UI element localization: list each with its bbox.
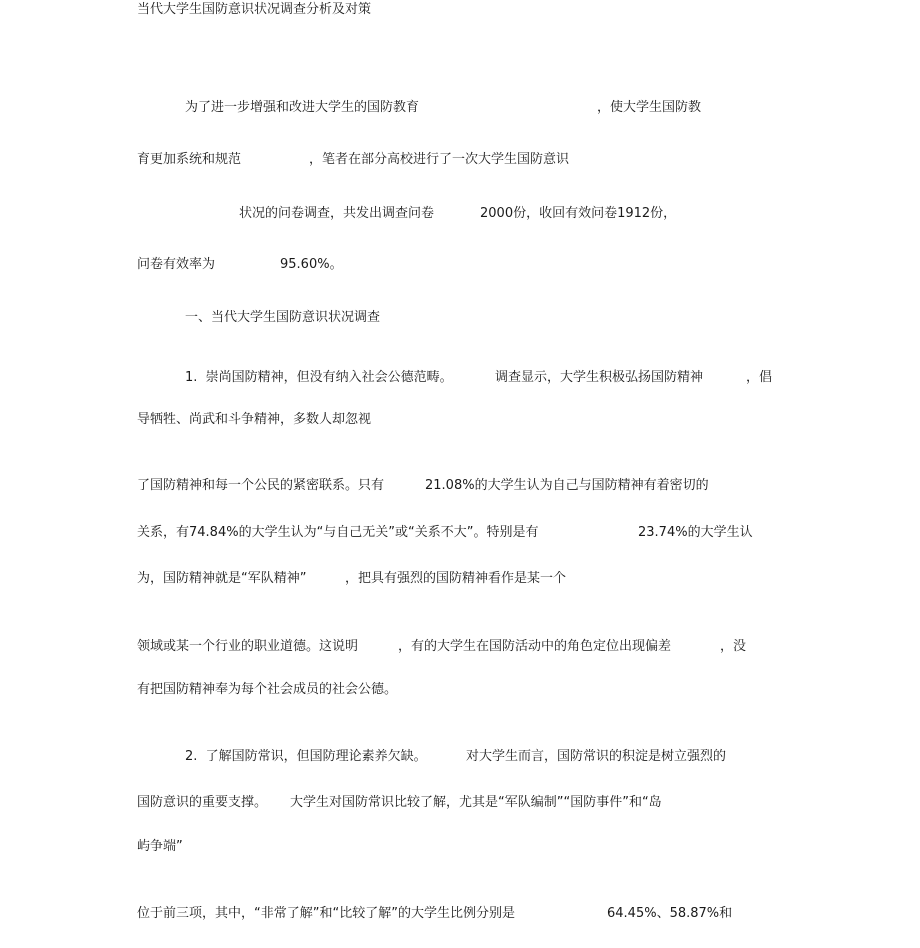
- paragraph-line: ，倡: [746, 370, 773, 385]
- paragraph-line: 导牺牲、尚武和斗争精神，多数人却忽视: [137, 412, 372, 427]
- paragraph-line: 了国防精神和每一个公民的紧密联系。只有: [137, 478, 385, 493]
- paragraph-line: 位于前三项，其中，“非常了解”和“比较了解”的大学生比例分别是: [137, 906, 515, 921]
- paragraph-line: 21.08%的大学生认为自己与国防精神有着密切的: [425, 478, 709, 493]
- paragraph-line: 有把国防精神奉为每个社会成员的社会公德。: [137, 682, 398, 697]
- paragraph-line: ，把具有强烈的国防精神看作是某一个: [345, 571, 567, 586]
- paragraph-line: ，笔者在部分高校进行了一次大学生国防意识: [309, 152, 570, 167]
- subsection-heading: 2. 了解国防常识，但国防理论素养欠缺。: [185, 749, 427, 764]
- paragraph-line: 对大学生而言，国防常识的积淀是树立强烈的: [466, 749, 727, 764]
- subsection-heading: 1. 崇尚国防精神，但没有纳入社会公德范畴。: [185, 370, 453, 385]
- paragraph-line: 状况的问卷调查，共发出调查问卷: [239, 206, 435, 221]
- paragraph-line: 调查显示，大学生积极弘扬国防精神: [495, 370, 704, 385]
- paragraph-line: 大学生对国防常识比较了解，尤其是“军队编制”“国防事件”和“岛: [290, 795, 662, 810]
- section-heading: 一、当代大学生国防意识状况调查: [185, 310, 381, 325]
- paragraph-line: 国防意识的重要支撑。: [137, 795, 268, 810]
- paragraph-line: 64.45%、58.87%和: [607, 906, 733, 921]
- paragraph-line: 为，国防精神就是“军队精神”: [137, 571, 307, 586]
- paragraph-line: ，使大学生国防教: [597, 100, 702, 115]
- paragraph-line: 问卷有效率为: [137, 257, 216, 272]
- paragraph-line: 领域或某一个行业的职业道德。这说明: [137, 639, 359, 654]
- paragraph-line: 屿争端”: [137, 839, 183, 854]
- paragraph-line: 关系，有74.84%的大学生认为“与自己无关”或“关系不大”。特别是有: [137, 525, 539, 540]
- paragraph-line: 育更加系统和规范: [137, 152, 242, 167]
- paragraph-line: 95.60%。: [280, 257, 343, 272]
- paragraph-line: 2000份，收回有效问卷1912份，: [480, 206, 677, 221]
- document-title: 当代大学生国防意识状况调查分析及对策: [137, 2, 372, 17]
- paragraph-line: 为了进一步增强和改进大学生的国防教育: [185, 100, 420, 115]
- paragraph-line: ，没: [720, 639, 747, 654]
- paragraph-line: ，有的大学生在国防活动中的角色定位出现偏差: [398, 639, 672, 654]
- paragraph-line: 23.74%的大学生认: [638, 525, 753, 540]
